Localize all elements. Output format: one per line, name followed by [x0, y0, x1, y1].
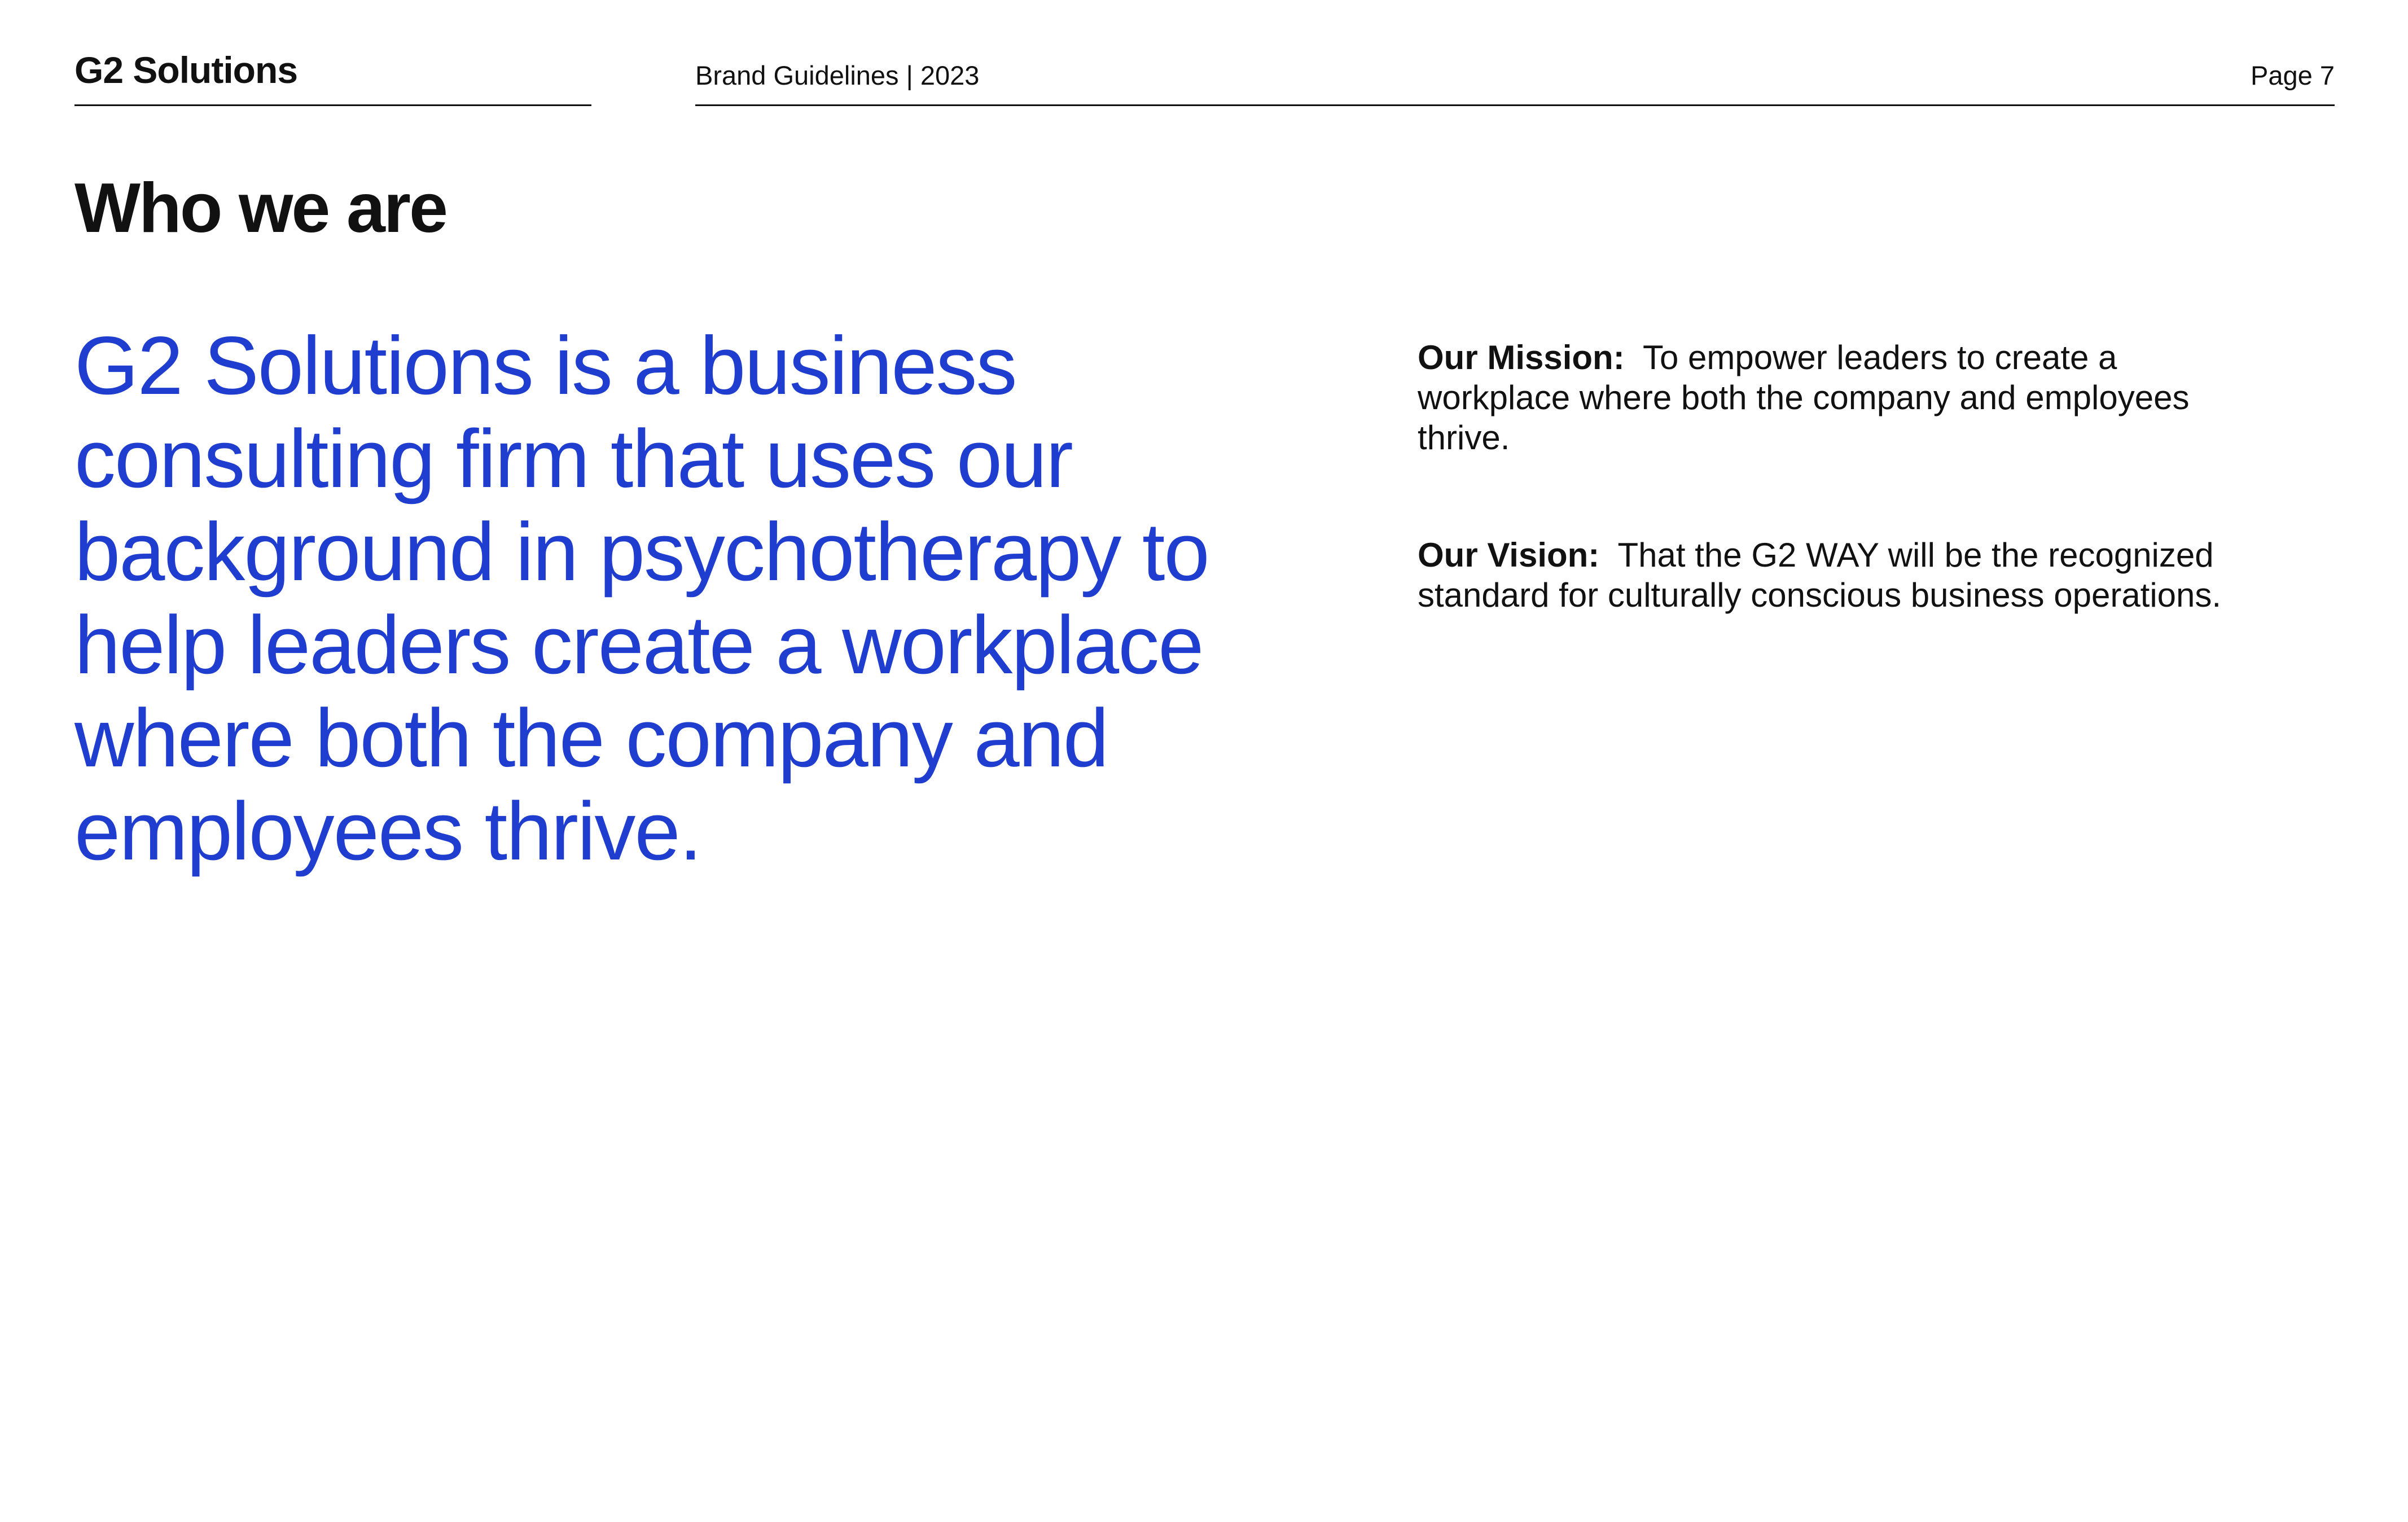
page-title: Who we are — [74, 169, 447, 247]
vision-text: That the G2 WAY will be the recognized standard for culturally conscious business operations. — [1418, 536, 2222, 614]
header-divider-left — [74, 104, 591, 106]
page-number: Page 7 — [2251, 60, 2335, 90]
vision-label: Our Vision: — [1418, 536, 1600, 574]
lead-statement: G2 Solutions is a business consulting firm that uses our background in psychotherapy to help leaders create a workplace where both the company and employees thrive. — [74, 319, 1209, 877]
document-label: Brand Guidelines | 2023 — [695, 60, 980, 90]
mission-text: To empower leaders to create a workplace where both the company and employees thrive. — [1418, 339, 2190, 457]
header-divider-right — [695, 104, 2335, 106]
brand-name: G2 Solutions — [74, 49, 298, 91]
mission-statement — [1418, 337, 2253, 458]
vision-statement — [1418, 535, 2253, 615]
mission-label: Our Mission: — [1418, 339, 1625, 376]
